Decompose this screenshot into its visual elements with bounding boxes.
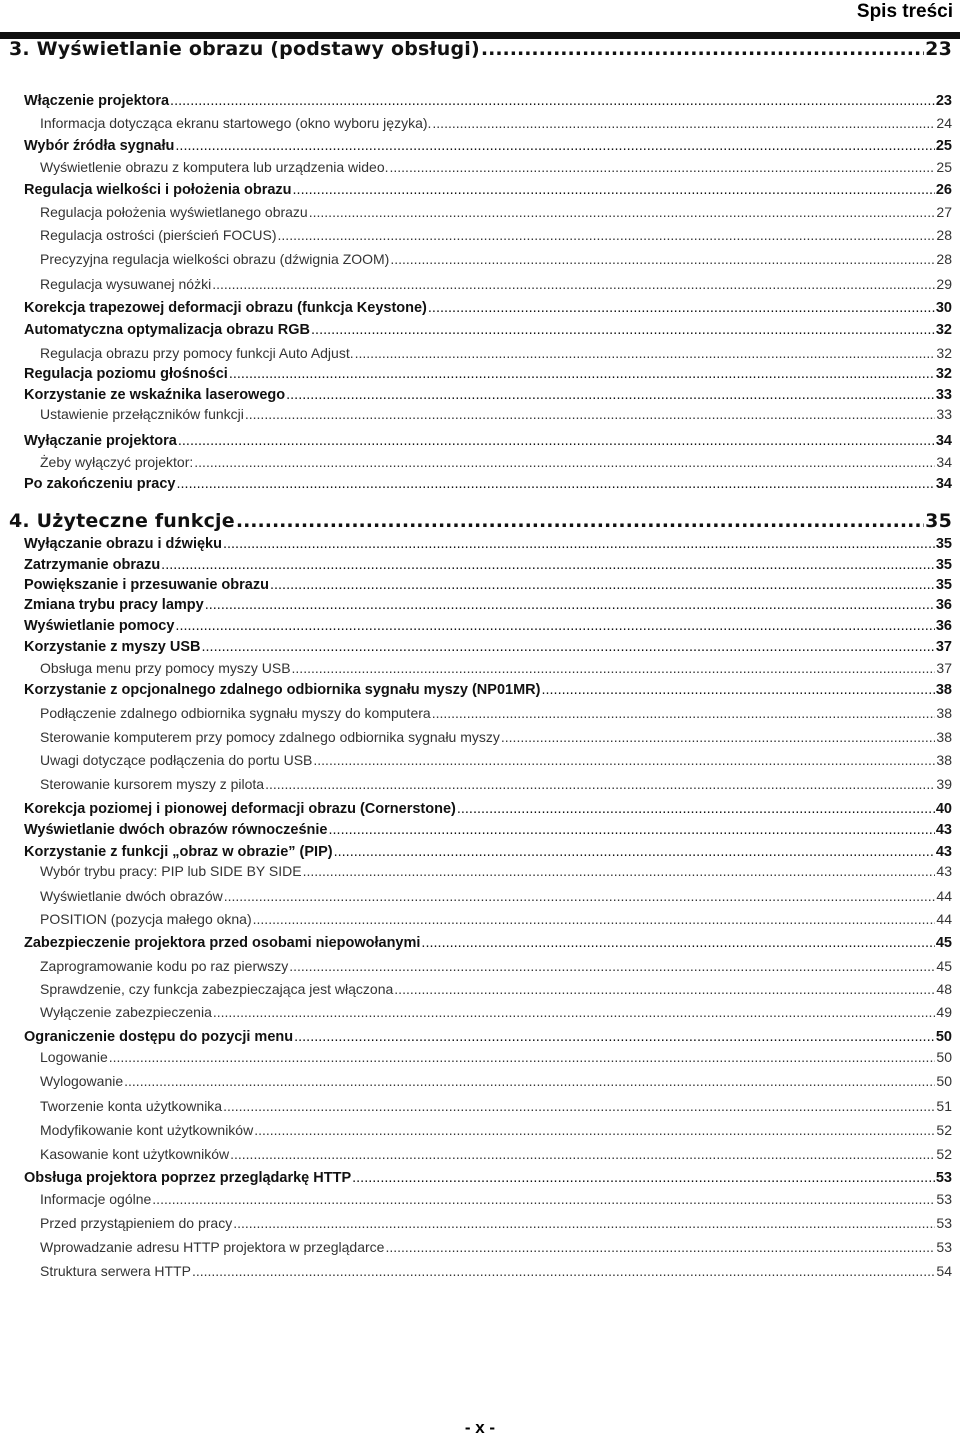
- toc-page-number: 33: [936, 406, 952, 422]
- toc-page-number: 53: [936, 1215, 952, 1231]
- toc-page-number: 28: [936, 251, 952, 267]
- toc-dot-leader: [432, 113, 935, 133]
- toc-dot-leader: [309, 202, 936, 222]
- toc-entry-title: Wyłączanie obrazu i dźwięku: [24, 536, 222, 552]
- toc-page-number: 32: [936, 345, 952, 361]
- toc-subsection[interactable]: [40, 404, 952, 424]
- toc-page-number: 35: [935, 577, 952, 593]
- toc-entry-title: Obsługa projektora poprzez przeglądarkę HTTP: [24, 1170, 352, 1186]
- toc-entry-title: Wyłączenie zabezpieczenia: [40, 1004, 212, 1020]
- toc-section[interactable]: [24, 1027, 952, 1047]
- toc-dot-leader: [352, 1168, 935, 1188]
- toc-dot-leader: [175, 616, 934, 636]
- toc-dot-leader: [501, 727, 936, 747]
- toc-section[interactable]: [24, 933, 952, 953]
- toc-entry-title: Zaprogramowanie kodu po raz pierwszy: [40, 958, 289, 974]
- toc-dot-leader: [286, 385, 935, 405]
- toc-subsection[interactable]: [40, 909, 952, 929]
- page-number: - x -: [464, 1418, 496, 1437]
- toc-page-number: 50: [936, 1049, 952, 1065]
- toc-entry-title: Wylogowanie: [40, 1073, 124, 1089]
- toc-page-number: 52: [936, 1122, 952, 1138]
- toc-chapter[interactable]: [9, 37, 952, 61]
- toc-page-number: 37: [936, 660, 952, 676]
- toc-entry-title: Precyzyjna regulacja wielkości obrazu (dźwignia ZOOM): [40, 251, 390, 267]
- toc-entry-title: Wyświetlanie pomocy: [24, 618, 175, 634]
- toc-section[interactable]: [24, 637, 952, 657]
- toc-page-number: 34: [936, 454, 952, 470]
- toc-page-number: 35: [925, 510, 952, 532]
- toc-subsection[interactable]: [40, 1261, 952, 1281]
- toc-dot-leader: [292, 658, 936, 678]
- toc-section[interactable]: [24, 534, 952, 554]
- toc-page-number: 53: [936, 1191, 952, 1207]
- toc-entry-title: Sterowanie kursorem myszy z pilota: [40, 776, 265, 792]
- toc-dot-leader: [390, 249, 935, 269]
- toc-dot-leader: [270, 575, 935, 595]
- toc-entry-title: Wyłączanie projektora: [24, 433, 177, 449]
- toc-subsection[interactable]: [40, 1120, 952, 1140]
- toc-dot-leader: [428, 298, 935, 318]
- toc-page-number: 44: [936, 888, 952, 904]
- toc-page-number: 30: [935, 300, 952, 316]
- toc-dot-leader: [192, 1261, 935, 1281]
- toc-dot-leader: [289, 956, 935, 976]
- toc-entry-title: Ograniczenie dostępu do pozycji menu: [24, 1029, 294, 1045]
- toc-dot-leader: [253, 909, 936, 929]
- toc-dot-leader: [223, 534, 935, 554]
- toc-dot-leader: [230, 1144, 935, 1164]
- toc-dot-leader: [245, 404, 936, 424]
- toc-page-number: 25: [935, 138, 952, 154]
- toc-entry-title: Wyświetlanie dwóch obrazów: [40, 888, 223, 904]
- toc-dot-leader: [481, 37, 924, 61]
- toc-dot-leader: [223, 1096, 935, 1116]
- toc-subsection[interactable]: [40, 658, 952, 678]
- toc-entry-title: Podłączenie zdalnego odbiornika sygnału myszy do komputera: [40, 705, 431, 721]
- toc-page-number: 29: [936, 276, 952, 292]
- toc-entry-title: Korzystanie z myszy USB: [24, 639, 201, 655]
- toc-subsection[interactable]: [40, 1071, 952, 1091]
- toc-section[interactable]: [24, 555, 952, 575]
- toc-entry-title: Ustawienie przełączników funkcji: [40, 406, 244, 422]
- toc-dot-leader: [421, 933, 934, 953]
- toc-dot-leader: [201, 637, 934, 657]
- toc-page-number: 33: [935, 387, 952, 403]
- toc-section[interactable]: [24, 431, 952, 451]
- toc-page-number: 40: [935, 801, 952, 817]
- toc-section[interactable]: [24, 1168, 952, 1188]
- toc-subsection[interactable]: [40, 750, 952, 770]
- toc-section[interactable]: [24, 136, 952, 156]
- toc-subsection[interactable]: [40, 1047, 952, 1067]
- toc-dot-leader: [432, 703, 936, 723]
- toc-entry-title: Struktura serwera HTTP: [40, 1263, 191, 1279]
- toc-section[interactable]: [24, 799, 952, 819]
- toc-page-number: 54: [936, 1263, 952, 1279]
- toc-subsection[interactable]: [40, 1144, 952, 1164]
- toc-entry-title: Powiększanie i przesuwanie obrazu: [24, 577, 269, 593]
- toc-page-number: 23: [925, 38, 952, 60]
- toc-page-number: 34: [935, 433, 952, 449]
- toc-entry-title: Po zakończeniu pracy: [24, 476, 176, 492]
- toc-subsection[interactable]: [40, 225, 952, 245]
- toc-dot-leader: [233, 1213, 935, 1233]
- toc-entry-title: Obsługa menu przy pomocy myszy USB: [40, 660, 291, 676]
- toc-chapter[interactable]: [9, 509, 952, 533]
- toc-subsection[interactable]: [40, 452, 952, 472]
- toc-dot-leader: [175, 136, 934, 156]
- toc-entry-title: Korzystanie z funkcji „obraz w obrazie” (PIP): [24, 844, 333, 860]
- toc-page-number: 43: [935, 844, 952, 860]
- toc-section[interactable]: [24, 385, 952, 405]
- toc-page-number: 44: [936, 911, 952, 927]
- toc-section[interactable]: [24, 91, 952, 111]
- toc-subsection[interactable]: [40, 343, 952, 363]
- toc-entry-title: Wyświetlanie dwóch obrazów równocześnie: [24, 822, 328, 838]
- toc-entry-title: Automatyczna optymalizacja obrazu RGB: [24, 322, 311, 338]
- toc-dot-leader: [329, 820, 935, 840]
- toc-subsection[interactable]: [40, 1213, 952, 1233]
- toc-page-number: 43: [936, 863, 952, 879]
- toc-subsection[interactable]: [40, 979, 952, 999]
- toc-subsection[interactable]: [40, 113, 952, 133]
- toc-entry-title: Regulacja położenia wyświetlanego obrazu: [40, 204, 308, 220]
- toc-dot-leader: [294, 1027, 935, 1047]
- toc-page-number: 38: [936, 705, 952, 721]
- toc-page-number: 36: [935, 618, 952, 634]
- toc-entry-title: Tworzenie konta użytkownika: [40, 1098, 223, 1114]
- toc-entry-title: Zabezpieczenie projektora przed osobami niepowołanymi: [24, 935, 421, 951]
- toc-dot-leader: [355, 343, 936, 363]
- toc-dot-leader: [161, 555, 935, 575]
- toc-dot-leader: [194, 452, 935, 472]
- toc-entry-title: Regulacja poziomu głośności: [24, 366, 228, 382]
- toc-dot-leader: [109, 1047, 936, 1067]
- toc-entry-title: Korekcja poziomej i pionowej deformacji obrazu (Cornerstone): [24, 801, 456, 817]
- toc-section[interactable]: [24, 842, 952, 862]
- toc-page-number: 37: [935, 639, 952, 655]
- toc-entry-title: Logowanie: [40, 1049, 108, 1065]
- toc-section[interactable]: [24, 474, 952, 494]
- toc-section[interactable]: [24, 820, 952, 840]
- toc-dot-leader: [385, 1237, 935, 1257]
- toc-page-number: 39: [936, 776, 952, 792]
- page-header-title: Spis treści: [856, 1, 953, 22]
- toc-dot-leader: [311, 320, 935, 340]
- toc-entry-title: Informacja dotycząca ekranu startowego (okno wyboru języka).: [40, 115, 432, 131]
- toc-dot-leader: [224, 886, 936, 906]
- toc-subsection[interactable]: [40, 274, 952, 294]
- toc-entry-title: Zmiana trybu pracy lampy: [24, 597, 204, 613]
- toc-dot-leader: [152, 1189, 935, 1209]
- toc-entry-title: Regulacja ostrości (pierścień FOCUS): [40, 227, 277, 243]
- toc-page-number: 27: [936, 204, 952, 220]
- toc-section[interactable]: [24, 364, 952, 384]
- toc-entry-title: Wybór źródła sygnału: [24, 138, 175, 154]
- toc-entry-title: Kasowanie kont użytkowników: [40, 1146, 230, 1162]
- toc-entry-title: 3. Wyświetlanie obrazu (podstawy obsługi): [9, 38, 480, 60]
- toc-page-number: 34: [935, 476, 952, 492]
- toc-subsection[interactable]: [40, 157, 952, 177]
- toc-subsection[interactable]: [40, 727, 952, 747]
- toc-entry-title: Żeby wyłączyć projektor:: [40, 454, 194, 470]
- toc-page-number: 51: [936, 1098, 952, 1114]
- toc-section[interactable]: [24, 680, 952, 700]
- toc-entry-title: Modyfikowanie kont użytkowników: [40, 1122, 254, 1138]
- toc-entry-title: Korzystanie z opcjonalnego zdalnego odbiornika sygnału myszy (NP01MR): [24, 682, 541, 698]
- toc-page-number: 32: [935, 322, 952, 338]
- toc-entry-title: Przed przystąpieniem do pracy: [40, 1215, 233, 1231]
- toc-section[interactable]: [24, 180, 952, 200]
- toc-entry-title: Wybór trybu pracy: PIP lub SIDE BY SIDE: [40, 863, 302, 879]
- toc-dot-leader: [394, 979, 935, 999]
- toc-page-number: 26: [935, 182, 952, 198]
- toc-page-number: 25: [936, 159, 952, 175]
- toc-subsection[interactable]: [40, 861, 952, 881]
- toc-page-number: 23: [935, 93, 952, 109]
- toc-section[interactable]: [24, 616, 952, 636]
- toc-section[interactable]: [24, 320, 952, 340]
- toc-page-number: 45: [936, 958, 952, 974]
- toc-entry-title: Regulacja obrazu przy pomocy funkcji Auto Adjust.: [40, 345, 354, 361]
- toc-dot-leader: [254, 1120, 935, 1140]
- toc-entry-title: Korzystanie ze wskaźnika laserowego: [24, 387, 286, 403]
- toc-page-number: 36: [935, 597, 952, 613]
- toc-page-number: 52: [936, 1146, 952, 1162]
- toc-dot-leader: [205, 595, 935, 615]
- toc-entry-title: Korekcja trapezowej deformacji obrazu (funkcja Keystone): [24, 300, 427, 316]
- toc-page-number: 50: [935, 1029, 952, 1045]
- toc-entry-title: POSITION (pozycja małego okna): [40, 911, 252, 927]
- toc-subsection[interactable]: [40, 886, 952, 906]
- toc-subsection[interactable]: [40, 1096, 952, 1116]
- toc-page-number: 38: [935, 682, 952, 698]
- toc-entry-title: Wprowadzanie adresu HTTP projektora w przeglądarce: [40, 1239, 385, 1255]
- toc-page-number: 50: [936, 1073, 952, 1089]
- toc-dot-leader: [541, 680, 934, 700]
- toc-dot-leader: [213, 1002, 936, 1022]
- toc-dot-leader: [278, 225, 936, 245]
- toc-entry-title: Sterowanie komputerem przy pomocy zdalnego odbiornika sygnału myszy: [40, 729, 500, 745]
- toc-dot-leader: [124, 1071, 935, 1091]
- toc-page-number: 45: [935, 935, 952, 951]
- toc-page-number: 53: [936, 1239, 952, 1255]
- toc-page-number: 24: [936, 115, 952, 131]
- toc-subsection[interactable]: [40, 956, 952, 976]
- toc-page-number: 53: [935, 1170, 952, 1186]
- toc-dot-leader: [178, 431, 935, 451]
- toc-entry-title: Sprawdzenie, czy funkcja zabezpieczająca jest włączona: [40, 981, 394, 997]
- toc-entry-title: Uwagi dotyczące podłączenia do portu USB: [40, 752, 313, 768]
- toc-dot-leader: [265, 774, 935, 794]
- toc-page-number: 38: [936, 729, 952, 745]
- toc-entry-title: 4. Użyteczne funkcje: [9, 510, 235, 532]
- toc-page-number: 35: [935, 536, 952, 552]
- toc-section[interactable]: [24, 298, 952, 318]
- toc-entry-title: Wyświetlenie obrazu z komputera lub urządzenia wideo.: [40, 159, 389, 175]
- toc-page-number: 38: [936, 752, 952, 768]
- toc-entry-title: Włączenie projektora: [24, 93, 170, 109]
- toc-entry-title: Regulacja wielkości i położenia obrazu: [24, 182, 292, 198]
- toc-page-number: 35: [935, 557, 952, 573]
- toc-subsection[interactable]: [40, 1237, 952, 1257]
- toc-subsection[interactable]: [40, 1189, 952, 1209]
- toc-dot-leader: [293, 180, 935, 200]
- toc-entry-title: Regulacja wysuwanej nóżki: [40, 276, 212, 292]
- toc-subsection[interactable]: [40, 249, 952, 269]
- toc-subsection[interactable]: [40, 202, 952, 222]
- toc-dot-leader: [390, 157, 936, 177]
- toc-page-number: 49: [936, 1004, 952, 1020]
- toc-dot-leader: [212, 274, 935, 294]
- toc-entry-title: Informacje ogólne: [40, 1191, 152, 1207]
- toc-dot-leader: [457, 799, 935, 819]
- toc-dot-leader: [170, 91, 935, 111]
- toc-page-number: 43: [935, 822, 952, 838]
- toc-page-number: 28: [936, 227, 952, 243]
- toc-entry-title: Zatrzymanie obrazu: [24, 557, 161, 573]
- toc-dot-leader: [303, 861, 936, 881]
- toc-dot-leader: [236, 509, 924, 533]
- toc-subsection[interactable]: [40, 774, 952, 794]
- toc-subsection[interactable]: [40, 703, 952, 723]
- toc-section[interactable]: [24, 575, 952, 595]
- toc-page-number: 48: [936, 981, 952, 997]
- toc-subsection[interactable]: [40, 1002, 952, 1022]
- toc-dot-leader: [229, 364, 935, 384]
- toc-dot-leader: [334, 842, 935, 862]
- toc-dot-leader: [313, 750, 935, 770]
- toc-page-number: 32: [935, 366, 952, 382]
- toc-section[interactable]: [24, 595, 952, 615]
- toc-dot-leader: [177, 474, 935, 494]
